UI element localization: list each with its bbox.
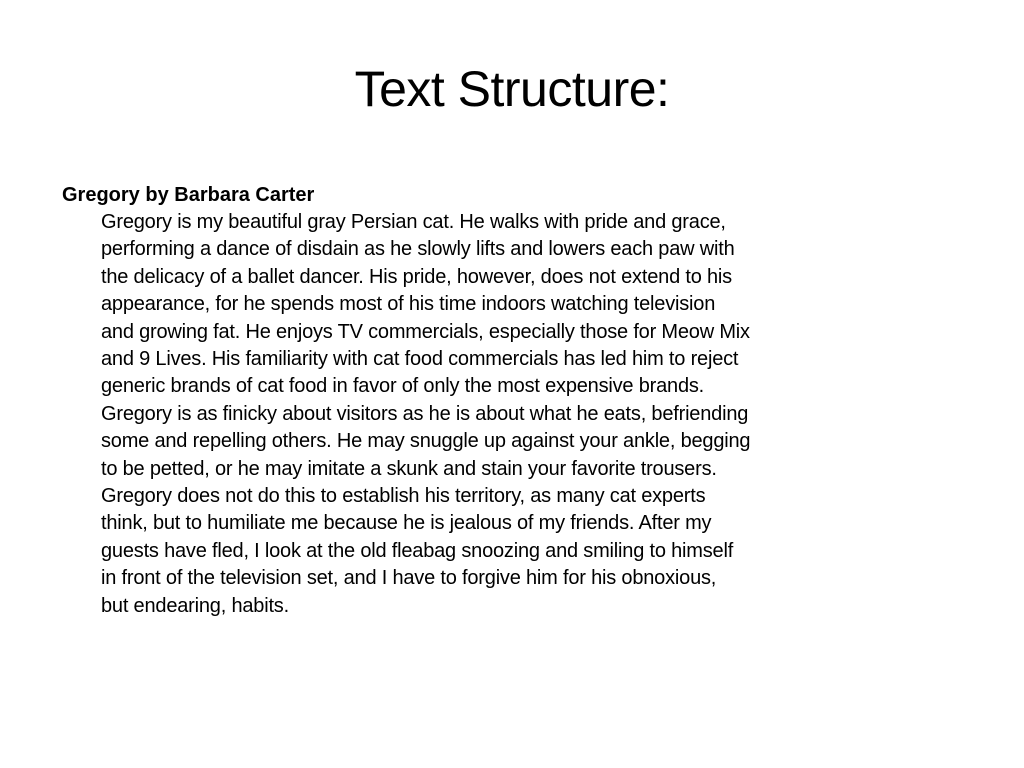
paragraph-line: think, but to humiliate me because he is jealous of my friends. After my — [101, 512, 712, 535]
paragraph-line: guests have fled, I look at the old fleabag snoozing and smiling to himself — [101, 539, 734, 562]
paragraph-line: some and repelling others. He may snuggle up against your ankle, begging — [101, 430, 751, 453]
paragraph-line: in front of the television set, and I have to forgive him for his obnoxious, — [101, 567, 717, 590]
paragraph-line: Gregory does not do this to establish his territory, as many cat experts — [101, 485, 706, 508]
paragraph-line: and growing fat. He enjoys TV commercials, especially those for Meow Mix — [101, 320, 750, 343]
paragraph-line: Gregory is my beautiful gray Persian cat. He walks with pride and grace, — [101, 211, 726, 233]
paragraph-line: generic brands of cat food in favor of only the most expensive brands. — [101, 375, 705, 398]
paragraph-line: the delicacy of a ballet dancer. His pride, however, does not extend to his — [101, 265, 732, 288]
paragraph-line: appearance, for he spends most of his time indoors watching television — [101, 293, 716, 316]
paragraph-line: Gregory is as finicky about visitors as he is about what he eats, befriending — [101, 402, 749, 425]
body-text — [62, 182, 982, 620]
paragraph-line: but endearing, habits. — [101, 594, 289, 617]
slide-title: Text Structure: — [354, 61, 670, 117]
paragraph-line: to be petted, or he may imitate a skunk and stain your favorite trousers. — [101, 457, 717, 480]
story-heading: Gregory by Barbara Carter — [62, 184, 315, 206]
paragraph-line: and 9 Lives. His familiarity with cat food commercials has led him to reject — [101, 348, 739, 371]
paragraph-line: performing a dance of disdain as he slowly lifts and lowers each paw with — [101, 238, 735, 261]
